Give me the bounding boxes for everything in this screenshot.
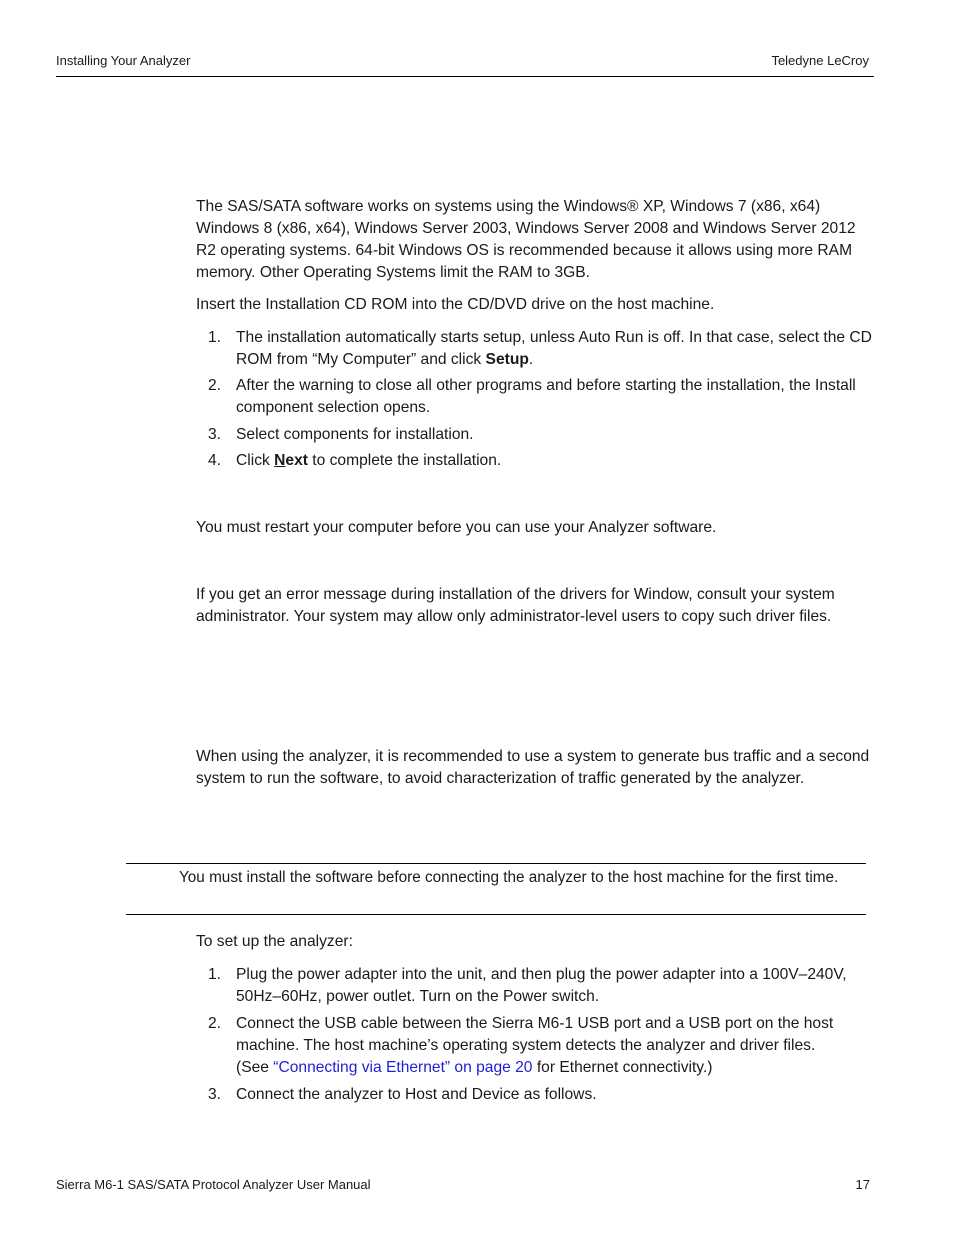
ethernet-link[interactable]: “Connecting via Ethernet” on page 20 <box>273 1059 533 1076</box>
step-text: Plug the power adapter into the unit, and then plug the power adapter into a 100V–240V, 50Hz–60Hz, power outlet. Turn on the Power switch. <box>236 966 847 1005</box>
driver-error-paragraph: If you get an error message during installation of the drivers for Window, consult your system administrator. Your system may allow only administrator-level users to copy such driver files. <box>196 586 835 625</box>
step-number: 3. <box>208 1086 222 1103</box>
list-item <box>196 450 876 472</box>
list-item <box>196 375 876 419</box>
list-item <box>196 327 876 371</box>
step-text: Connect the USB cable between the Sierra M6-1 USB port and a USB port on the host machine. The host machine’s operating system detects the analyzer and driver files. <box>236 1015 834 1054</box>
list-item <box>196 964 876 1008</box>
footer-manual-title: Sierra M6-1 SAS/SATA Protocol Analyzer User Manual <box>56 1177 371 1192</box>
step-text: Click <box>236 452 275 469</box>
step-text-end: . <box>528 351 534 368</box>
traffic-recommendation-paragraph: When using the analyzer, it is recommended to use a system to generate bus traffic and a second system to run the software, to avoid characterization of traffic generated by the analyzer. <box>196 748 870 787</box>
step-number: 1. <box>208 329 222 346</box>
step-text: The installation automatically starts setup, unless Auto Run is off. In that case, select the CD ROM from “My Computer” and click <box>236 329 872 368</box>
see-text-end: for Ethernet connectivity.) <box>532 1059 713 1076</box>
setup-command: Setup <box>485 351 529 368</box>
next-command <box>274 452 308 469</box>
insert-cd-paragraph: Insert the Installation CD ROM into the CD/DVD drive on the host machine. <box>196 296 715 313</box>
step-text: After the warning to close all other programs and before starting the installation, the Install component selection opens. <box>236 377 856 416</box>
next-command-rest: ext <box>285 452 308 469</box>
install-steps-list <box>196 327 876 472</box>
see-text: (See <box>236 1059 274 1076</box>
step-number: 2. <box>208 377 222 394</box>
step-text-end: to complete the installation. <box>307 452 502 469</box>
restart-paragraph: You must restart your computer before you can use your Analyzer software. <box>196 519 717 536</box>
note-box <box>126 863 866 915</box>
list-item <box>196 424 876 446</box>
step-text: Connect the analyzer to Host and Device as follows. <box>236 1086 597 1103</box>
setup-steps-list <box>196 964 876 1106</box>
system-requirements-paragraph: The SAS/SATA software works on systems using the Windows® XP, Windows 7 (x86, x64) Windows 8 (x86, x64), Windows Server 2003, Windows Server 2008 and Windows Server 2012 R2 operating systems. 64-bit Windows OS is recommended because it allows using more RAM memory. Other Operating Systems limit the RAM to 3GB. <box>196 198 856 281</box>
page-number: 17 <box>855 1177 870 1192</box>
running-header-company: Teledyne LeCroy <box>771 53 869 68</box>
step-number: 2. <box>208 1015 222 1032</box>
next-accelerator: N <box>274 452 286 469</box>
step-number: 3. <box>208 426 222 443</box>
list-item <box>196 1084 876 1106</box>
note-text: You must install the software before connecting the analyzer to the host machine for the first time. <box>179 869 839 886</box>
step-number: 4. <box>208 452 222 469</box>
list-item <box>196 1013 876 1079</box>
setup-intro-paragraph: To set up the analyzer: <box>196 933 353 950</box>
step-number: 1. <box>208 966 222 983</box>
header-rule <box>56 76 874 77</box>
running-header-section: Installing Your Analyzer <box>56 53 191 68</box>
step-text: Select components for installation. <box>236 426 474 443</box>
